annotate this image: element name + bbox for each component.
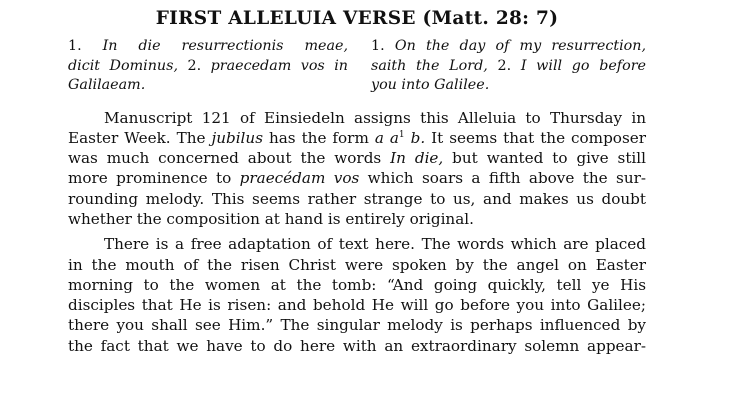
form-superscript: 1: [398, 129, 405, 140]
section-heading: [68, 8, 646, 29]
text-line: the fact that we have to do here with an extraordinary solemn appear-: [68, 336, 646, 355]
heading-title: FIRST ALLELUIA VERSE: [155, 8, 416, 29]
english-phrase: I will go before: [520, 57, 647, 74]
verse-number: 2.: [497, 57, 512, 74]
text-line: in the mouth of the risen Christ were spoken by the angel on Easter: [68, 255, 646, 274]
verse-number: 1.: [68, 38, 82, 54]
text-line: disciples that He is risen: and behold He will go before you into Galilee;: [68, 296, 646, 315]
term-jubilus: jubilus: [211, 128, 263, 147]
text-line: There is a free adaptation of text here. The words which are placed: [104, 235, 646, 254]
text-run: It seems that the composer: [425, 128, 646, 147]
latin-line: [68, 37, 348, 57]
text-line: [68, 168, 646, 188]
verse-number: 1.: [371, 38, 385, 54]
parallel-texts: [68, 37, 646, 96]
paragraph-1: [68, 108, 646, 230]
form-b: b.: [404, 128, 426, 147]
text-run: has the form: [263, 128, 375, 147]
latin-text: [68, 37, 348, 96]
form-a: a a: [374, 128, 399, 147]
text-line: Manuscript 121 of Einsiedeln assigns this Alleluia to Thursday in: [104, 108, 646, 127]
latin-line: Galilaeam.: [68, 77, 146, 93]
text-run: more prominence to: [68, 169, 240, 188]
text-run: which soars a fifth above the sur-: [359, 169, 646, 188]
text-run: but wanted to give still: [443, 149, 646, 168]
english-line: [371, 37, 646, 57]
latin-phrase: dicit Dominus,: [68, 57, 179, 74]
text-line: [68, 148, 646, 168]
text-line: [68, 128, 646, 148]
term-praecedam-vos: praecédam vos: [239, 169, 360, 188]
latin-phrase: In die resurrectionis meae,: [102, 38, 348, 54]
english-phrase: saith the Lord,: [371, 57, 488, 74]
latin-phrase: praecedam vos in: [210, 57, 349, 74]
heading-reference: (Matt. 28: 7): [422, 8, 559, 29]
commentary: [68, 108, 646, 357]
english-phrase: On the day of my resurrection,: [394, 38, 646, 54]
term-in-die: In die,: [390, 149, 444, 168]
english-line: [371, 57, 646, 77]
paragraph-2: [68, 234, 646, 356]
latin-line: [68, 57, 348, 77]
english-line: you into Galilee.: [371, 77, 490, 93]
page: [68, 8, 646, 361]
text-line: there you shall see Him.” The singular melody is perhaps influenced by: [68, 316, 646, 335]
text-line: rounding melody. This seems rather strange to us, and makes us doubt: [68, 189, 646, 208]
verse-number: 2.: [187, 57, 202, 74]
text-run: was much concerned about the words: [68, 149, 391, 168]
text-run: Easter Week. The: [68, 128, 212, 147]
text-line: whether the composition at hand is entirely original.: [68, 209, 474, 228]
english-text: [371, 37, 646, 96]
text-line: morning to the women at the tomb: “And going quickly, tell ye His: [68, 275, 646, 294]
